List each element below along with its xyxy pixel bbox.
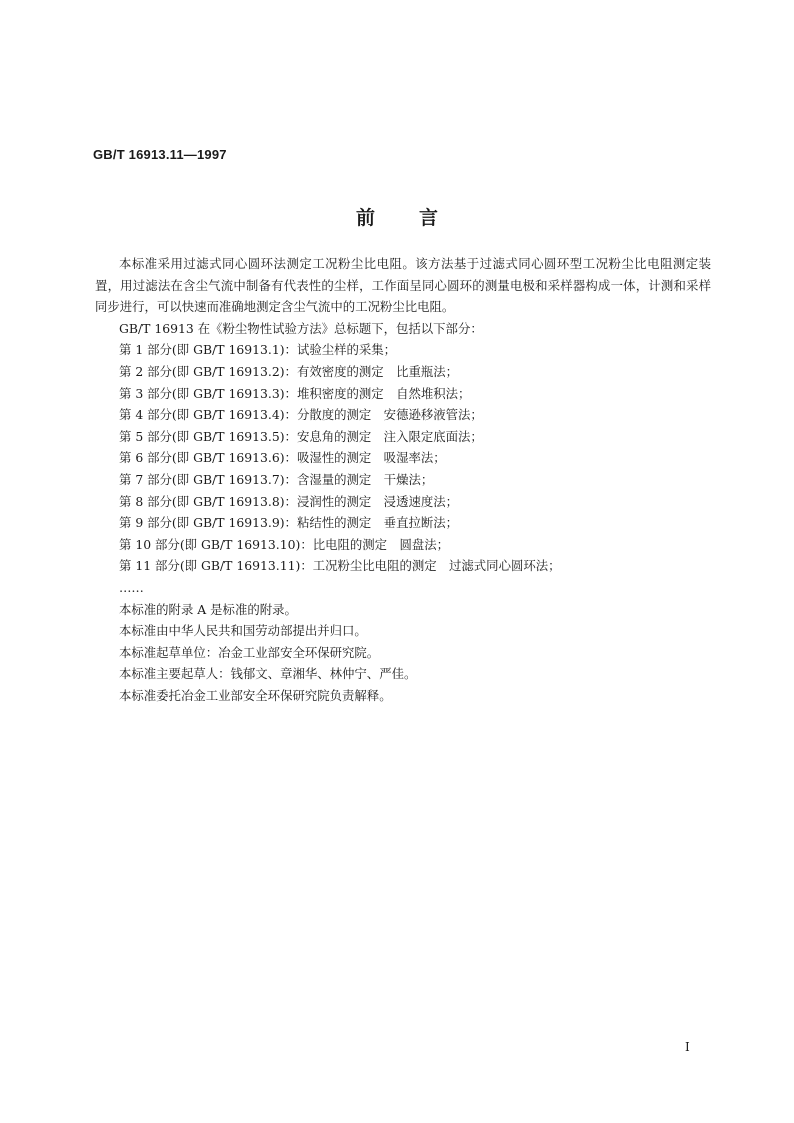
list-item: 第 9 部分(即 GB/T 16913.9)：粘结性的测定 垂直拉断法； xyxy=(119,515,459,531)
intro-paragraph: 本标准采用过滤式同心圆环法测定工况粉尘比电阻。该方法基于过滤式同心圆环型工况粉尘比电阻测定装置，用过滤法在含尘气流中制备有代表性的尘样，工作面呈同心圆环的测量电极和采样器构成一体，计测和采样同步进行，可以快速而准确地测定含尘气流中的工况粉尘比电阻。 xyxy=(95,256,711,315)
list-item: 第 11 部分(即 GB/T 16913.11)：工况粉尘比电阻的测定 过滤式同心圆环法； xyxy=(119,558,561,574)
parts-list xyxy=(119,339,711,598)
list-item: 第 2 部分(即 GB/T 16913.2)：有效密度的测定 比重瓶法； xyxy=(119,363,459,379)
closing-line: 本标准由中华人民共和国劳动部提出并归口。 xyxy=(119,623,367,639)
page-title: 前言 xyxy=(355,207,482,229)
closing-line: 本标准起草单位：冶金工业部安全环保研究院。 xyxy=(119,644,380,660)
list-item: 第 10 部分(即 GB/T 16913.10)：比电阻的测定 圆盘法； xyxy=(119,536,450,552)
closing-line: 本标准的附录 A 是标准的附录。 xyxy=(119,601,297,617)
ellipsis: …… xyxy=(119,579,144,595)
closing-notes xyxy=(119,599,711,707)
foreword-body xyxy=(95,253,711,706)
list-item: 第 7 部分(即 GB/T 16913.7)：含湿量的测定 干燥法； xyxy=(119,471,434,487)
page-number: I xyxy=(685,1040,690,1054)
standard-code: GB/T 16913.11—1997 xyxy=(93,147,227,162)
closing-line: 本标准委托冶金工业部安全环保研究院负责解释。 xyxy=(119,687,392,703)
list-item: 第 1 部分(即 GB/T 16913.1)：试验尘样的采集； xyxy=(119,342,397,358)
list-item: 第 3 部分(即 GB/T 16913.3)：堆积密度的测定 自然堆积法； xyxy=(119,385,471,401)
list-item: 第 4 部分(即 GB/T 16913.4)：分散度的测定 安德逊移液管法； xyxy=(119,407,483,423)
series-intro: GB/T 16913 在《粉尘物性试验方法》总标题下，包括以下部分： xyxy=(119,320,483,336)
list-item: 第 5 部分(即 GB/T 16913.5)：安息角的测定 注入限定底面法； xyxy=(119,428,483,444)
list-item: 第 6 部分(即 GB/T 16913.6)：吸湿性的测定 吸湿率法； xyxy=(119,450,446,466)
closing-line: 本标准主要起草人：钱郁文、章湘华、林仲宁、严佳。 xyxy=(119,666,417,682)
list-item: 第 8 部分(即 GB/T 16913.8)：浸润性的测定 浸透速度法； xyxy=(119,493,459,509)
